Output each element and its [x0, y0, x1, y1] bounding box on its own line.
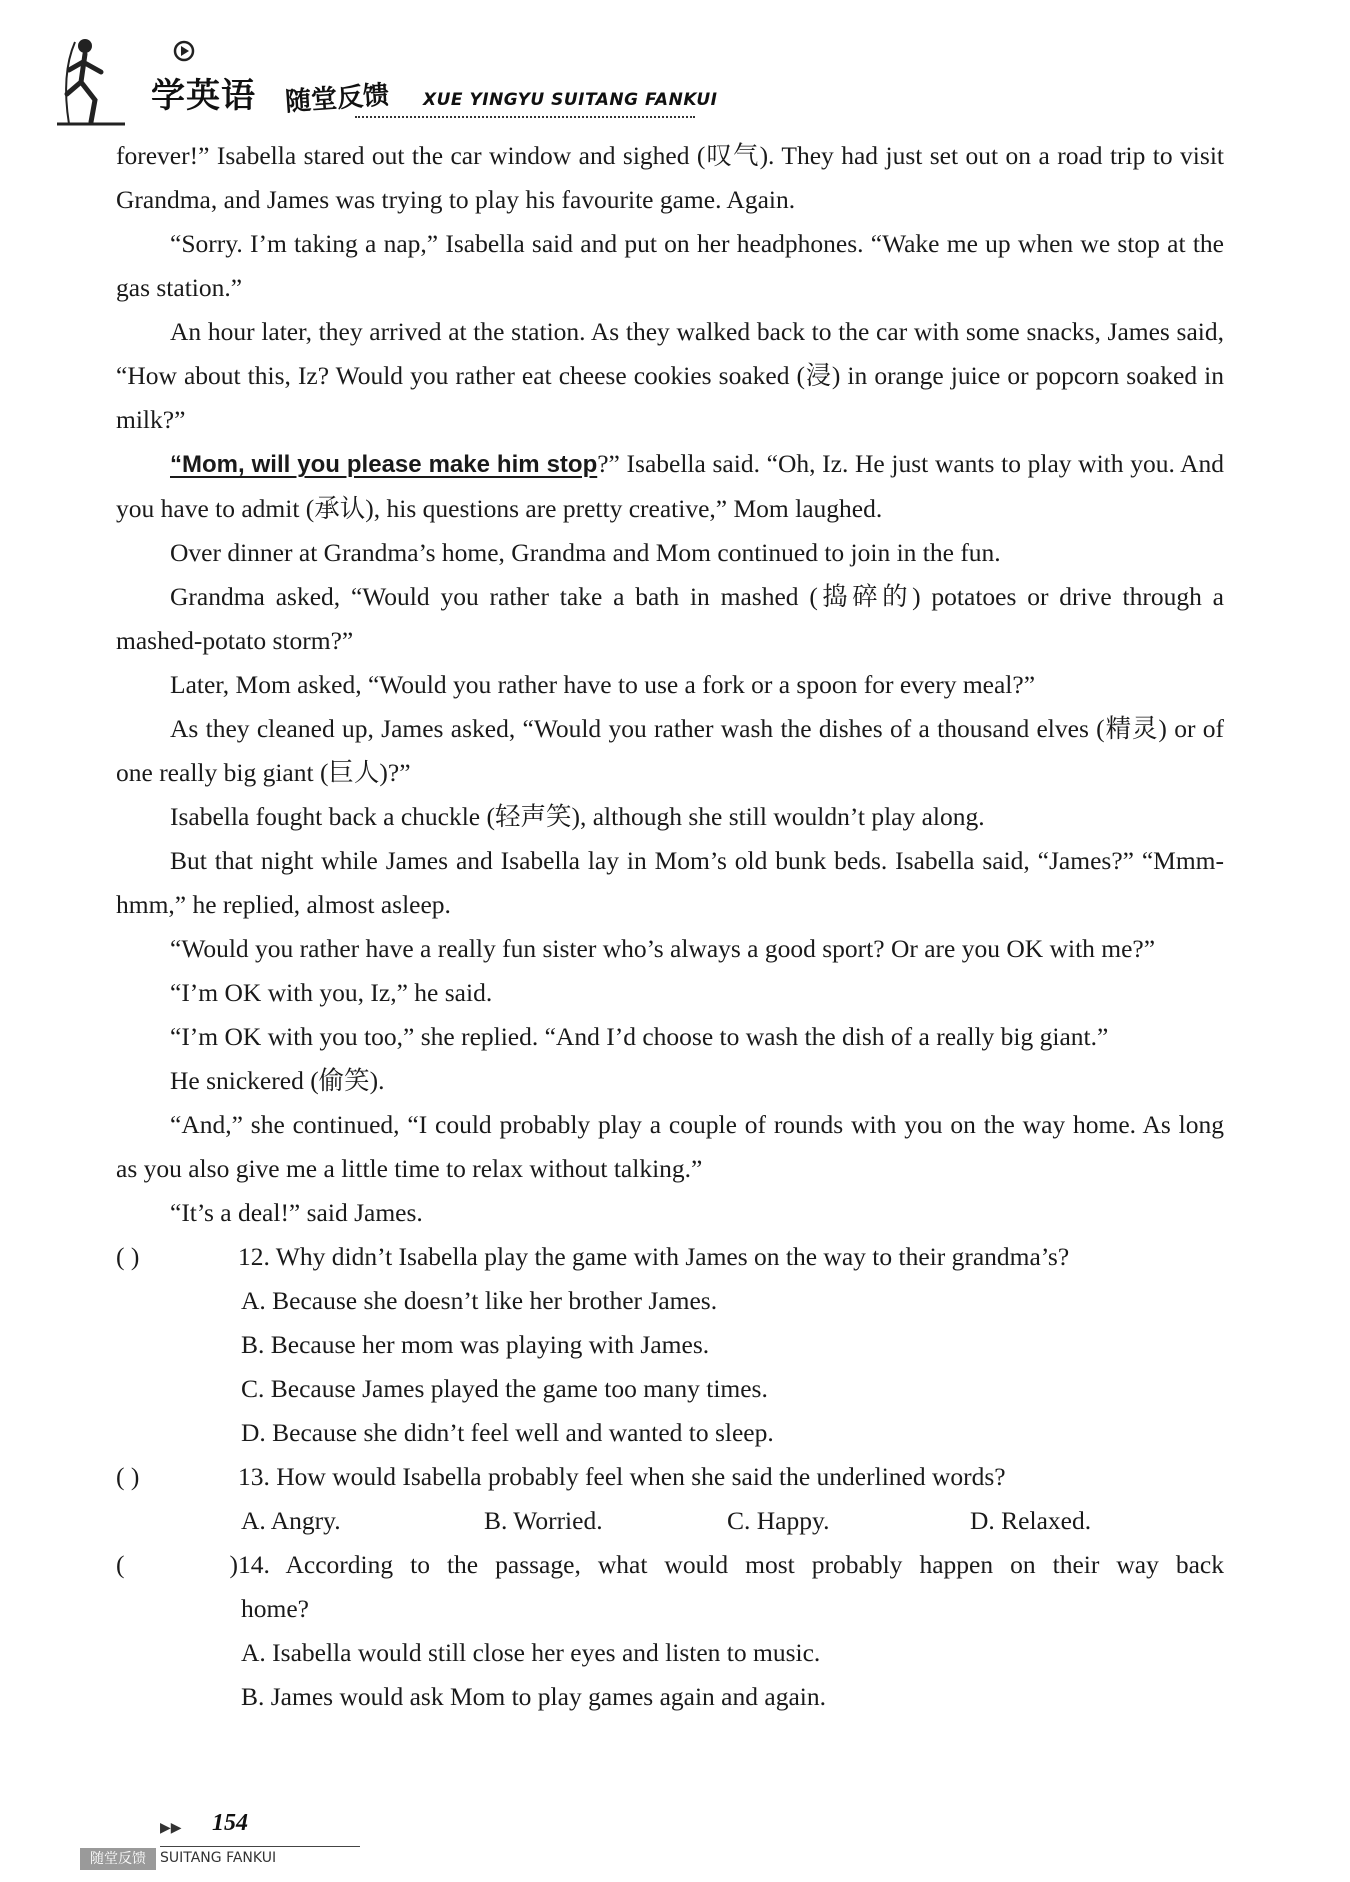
passage-text: ?” Isabella said. “Oh, Iz. He just wants to play with you. And you have to admit (承认), his questions are pretty creative,” Mom laughed.: [116, 449, 1225, 523]
option-a[interactable]: A. Angry.: [241, 1506, 341, 1535]
page-header: [55, 28, 1285, 138]
passage-content: [116, 134, 1224, 1719]
option-d[interactable]: D. Relaxed.: [970, 1506, 1092, 1535]
answer-blank[interactable]: ( ): [116, 1242, 140, 1271]
option-b[interactable]: B. Worried.: [484, 1506, 603, 1535]
option-c[interactable]: C. Happy.: [727, 1506, 830, 1535]
play-icon: [173, 40, 195, 62]
question-text: 13. How would Isabella probably feel when she said the underlined words?: [238, 1462, 1006, 1491]
option-b[interactable]: B. Because her mom was playing with James.: [241, 1330, 710, 1359]
option-a[interactable]: A. Because she doesn’t like her brother James.: [241, 1286, 718, 1315]
passage-paragraph: Grandma asked, “Would you rather take a bath in mashed (捣碎的) potatoes or drive through a mashed-potato storm?”: [116, 582, 1224, 655]
question-13: [116, 1455, 1224, 1543]
passage-paragraph: “Would you rather have a really fun sister who’s always a good sport? Or are you OK with me?”: [170, 934, 1156, 963]
brand-subtitle: 随堂反馈: [284, 80, 391, 118]
header-rule: [355, 116, 695, 118]
answer-blank[interactable]: ( ): [116, 1550, 238, 1579]
passage-paragraph: He snickered (偷笑).: [170, 1066, 385, 1095]
passage-paragraph: “I’m OK with you, Iz,” he said.: [170, 978, 493, 1007]
passage-paragraph: forever!” Isabella stared out the car window and sighed (叹气). They had just set out on a road trip to visit Grandma, and James was trying to play his favourite game. Again.: [116, 141, 1224, 214]
question-text-continued: home?: [241, 1594, 309, 1623]
passage-paragraph: “And,” she continued, “I could probably play a couple of rounds with you on the way home. As long as you also give me a little time to relax without talking.”: [116, 1110, 1224, 1183]
passage-paragraph: Later, Mom asked, “Would you rather have to use a fork or a spoon for every meal?”: [170, 670, 1036, 699]
passage-paragraph: But that night while James and Isabella lay in Mom’s old bunk beds. Isabella said, “James?” “Mmm-hmm,” he replied, almost asleep.: [116, 846, 1224, 919]
option-b[interactable]: B. James would ask Mom to play games again and again.: [241, 1682, 826, 1711]
question-12: [116, 1235, 1224, 1455]
footer-subtitle: SUITANG FANKUI: [160, 1850, 277, 1866]
passage-paragraph: An hour later, they arrived at the station. As they walked back to the car with some snacks, James said, “How about this, Iz? Would you rather eat cheese cookies soaked (浸) in orange juice or popcorn soaked in milk?”: [116, 317, 1224, 434]
page-number: 154: [212, 1810, 248, 1836]
passage-paragraph-underlined: [116, 442, 1224, 531]
runner-logo-icon: [55, 34, 133, 130]
passage-paragraph: Over dinner at Grandma’s home, Grandma and Mom continued to join in the fun.: [170, 538, 1001, 567]
passage-paragraph: As they cleaned up, James asked, “Would you rather wash the dishes of a thousand elves (精灵) or of one really big giant (巨人)?”: [116, 714, 1224, 787]
footer-label-box: 随堂反馈: [80, 1848, 156, 1870]
underlined-words: “Mom, will you please make him stop: [170, 451, 598, 478]
option-d[interactable]: D. Because she didn’t feel well and wanted to sleep.: [241, 1418, 774, 1447]
double-arrow-icon: ▶▶: [160, 1820, 182, 1836]
question-text: 12. Why didn’t Isabella play the game with James on the way to their grandma’s?: [238, 1242, 1070, 1271]
options-row: [116, 1499, 1224, 1543]
page-footer: [80, 1798, 380, 1878]
answer-blank[interactable]: ( ): [116, 1462, 140, 1491]
footer-rule: [160, 1846, 360, 1847]
option-a[interactable]: A. Isabella would still close her eyes and listen to music.: [241, 1638, 821, 1667]
option-c[interactable]: C. Because James played the game too many times.: [241, 1374, 768, 1403]
passage-paragraph: “It’s a deal!” said James.: [170, 1198, 423, 1227]
question-text: 14. According to the passage, what would most probably happen on their way back: [238, 1550, 1224, 1579]
passage-paragraph: “Sorry. I’m taking a nap,” Isabella said and put on her headphones. “Wake me up when we stop at the gas station.”: [116, 229, 1224, 302]
brand-pinyin: XUE YINGYU SUITANG FANKUI: [423, 90, 718, 110]
passage-paragraph: Isabella fought back a chuckle (轻声笑), although she still wouldn’t play along.: [170, 802, 985, 831]
passage-paragraph: “I’m OK with you too,” she replied. “And I’d choose to wash the dish of a really big giant.”: [170, 1022, 1109, 1051]
brand-title: 学英语: [151, 76, 256, 116]
question-14: [116, 1543, 1224, 1719]
